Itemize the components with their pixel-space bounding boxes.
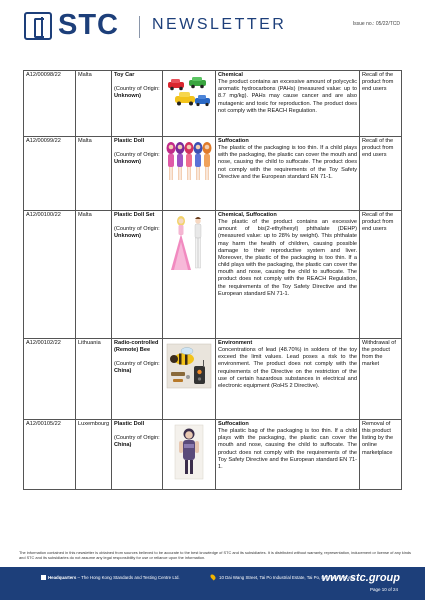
- table-row: [24, 137, 402, 211]
- origin-value: China): [114, 368, 132, 375]
- country: Lithuania: [76, 339, 112, 420]
- measures: Recall of the product from end users: [360, 211, 402, 339]
- page-header: [0, 0, 425, 50]
- product-cell: [112, 211, 163, 339]
- product-photo-cell: [163, 137, 216, 211]
- risk-cell: [216, 339, 360, 420]
- measures: Recall of the product from end users: [360, 71, 402, 137]
- country: Malta: [76, 137, 112, 211]
- headquarters-line: [48, 575, 180, 580]
- product-photo-cell: [163, 211, 216, 339]
- plastic-dolls-photo: [165, 140, 213, 184]
- notification-id: A12/00105/22: [24, 420, 76, 490]
- issue-number: Issue no.: 05/22/TCD: [352, 21, 400, 27]
- risk-description: The plastic of the product contains an excessive amount of bis(2-ethylhexyl) phthalate (DEHP) (measured value: up to 28% by weight). This phthalate may harm the health of children, causing possible damage to their reproductive system and liver. Moreover, the plastic of the packaging is too thin. If a child plays with the packaging, the plastic can cover the mouth and nose, causing the child to suffocate. The product does not comply with the REACH Regulation, the requirements of the Toy Safety Directive and the European standard EN 71-1.: [218, 219, 357, 297]
- risk-type: Chemical: [218, 72, 243, 78]
- origin-value: Unknown): [114, 233, 142, 240]
- origin-value: Unknown): [114, 93, 142, 100]
- address: 10 Dai Wang Street, Tai Po Industrial Estate, Tai Po, N.T., Hong Kong: [219, 575, 354, 580]
- risk-type: Suffocation: [218, 421, 249, 427]
- origin-label: (Country of Origin:: [114, 152, 160, 159]
- table-row: [24, 339, 402, 420]
- product-name: Plastic Doll: [114, 421, 145, 427]
- risk-type: Chemical, Suffocation: [218, 212, 277, 218]
- origin-label: (Country of Origin:: [114, 435, 160, 442]
- rag-doll-photo: [165, 423, 213, 481]
- hq-name: – The Hong Kong Standards and Testing Centre Ltd.: [76, 575, 180, 580]
- doll-set-photo: [165, 214, 213, 274]
- product-photo-cell: [163, 339, 216, 420]
- stc-logo: [24, 9, 134, 42]
- country: Malta: [76, 211, 112, 339]
- disclaimer: The information contained in this newsletter is obtained from sources believed to be accurate to the best knowledge of STC and its subsidiaries. It is distributed without warranty, representation, inducement or license of any kinds and STC and its subsidiaries do not assume any legal responsibility for use or reliance upon the information.: [19, 550, 411, 560]
- table-row: [24, 71, 402, 137]
- country-of-origin: [114, 435, 160, 449]
- stc-logo-icon: [24, 12, 52, 40]
- country-of-origin: [114, 152, 160, 166]
- header-divider: [139, 16, 140, 38]
- notification-id: A12/00100/22: [24, 211, 76, 339]
- product-name: Toy Car: [114, 72, 135, 78]
- risk-cell: [216, 420, 360, 490]
- measures: Withdrawal of the product from the market: [360, 339, 402, 420]
- origin-label: (Country of Origin:: [114, 361, 160, 368]
- risk-cell: [216, 211, 360, 339]
- product-photo-cell: [163, 420, 216, 490]
- building-icon: [41, 575, 46, 580]
- risk-cell: [216, 137, 360, 211]
- recall-table: [23, 70, 402, 490]
- country-of-origin: [114, 86, 160, 100]
- product-cell: [112, 71, 163, 137]
- table-row: [24, 211, 402, 339]
- measures: Recall of the product from end users: [360, 137, 402, 211]
- notification-id: A12/00098/22: [24, 71, 76, 137]
- measures: Removal of this product listing by the online marketplace: [360, 420, 402, 490]
- risk-description: Concentrations of lead (48.70%) in solders of the toy exceed the limit values. Lead poses a risk to the environment. The product does not comply with the requirements of the Directive on the restriction of the use of certain hazardous substances in electrical and electronic equipment (RoHS 2 Directive).: [218, 347, 357, 389]
- website-link[interactable]: www.stc.group: [321, 572, 400, 584]
- page-number: Page 10 of 24: [369, 587, 398, 592]
- remote-bee-photo: [165, 342, 213, 390]
- country: Malta: [76, 71, 112, 137]
- notification-id: A12/00099/22: [24, 137, 76, 211]
- product-cell: [112, 137, 163, 211]
- country-of-origin: [114, 226, 160, 240]
- product-name: Radio-controlled (Remote) Bee: [114, 340, 159, 354]
- origin-label: (Country of Origin:: [114, 226, 160, 233]
- risk-description: The plastic of the packaging is too thin. If a child plays with the packaging, the plastic can cover the mouth and nose, causing the child to suffocate. The product does not comply with the requirements of the Toy Safety Directive and the European standard EN 71-1.: [218, 145, 357, 180]
- table-row: [24, 420, 402, 490]
- origin-value: China): [114, 442, 132, 449]
- product-photo-cell: [163, 71, 216, 137]
- risk-type: Suffocation: [218, 138, 249, 144]
- country-of-origin: [114, 361, 160, 375]
- risk-description: The product contains an excessive amount of polycyclic aromatic hydrocarbons (PAHs) (measured value: up to 8.7 mg/kg). PAHs may cause cancer and are also mutagenic and toxic for reproduction. The product does not comply with the REACH Regulation.: [218, 79, 357, 114]
- newsletter-title: NEWSLETTER: [152, 16, 287, 33]
- risk-description: The plastic bag of the packaging is too thin. If a child plays with the packaging, the plastic can cover the mouth and nose, causing the child to suffocate. The product does not comply with the requirements of the Toy Safety Directive and the European standard EN 71-1.: [218, 428, 357, 470]
- notification-id: A12/00102/22: [24, 339, 76, 420]
- product-cell: [112, 339, 163, 420]
- risk-cell: [216, 71, 360, 137]
- origin-value: Unknown): [114, 159, 142, 166]
- origin-label: (Country of Origin:: [114, 86, 160, 93]
- product-name: Plastic Doll Set: [114, 212, 155, 218]
- country: Luxembourg: [76, 420, 112, 490]
- product-cell: [112, 420, 163, 490]
- logo-text: STC: [58, 9, 119, 41]
- product-name: Plastic Doll: [114, 138, 145, 144]
- risk-type: Environment: [218, 340, 253, 346]
- toy-cars-photo: [165, 74, 213, 114]
- hq-label: Headquarters: [48, 575, 77, 580]
